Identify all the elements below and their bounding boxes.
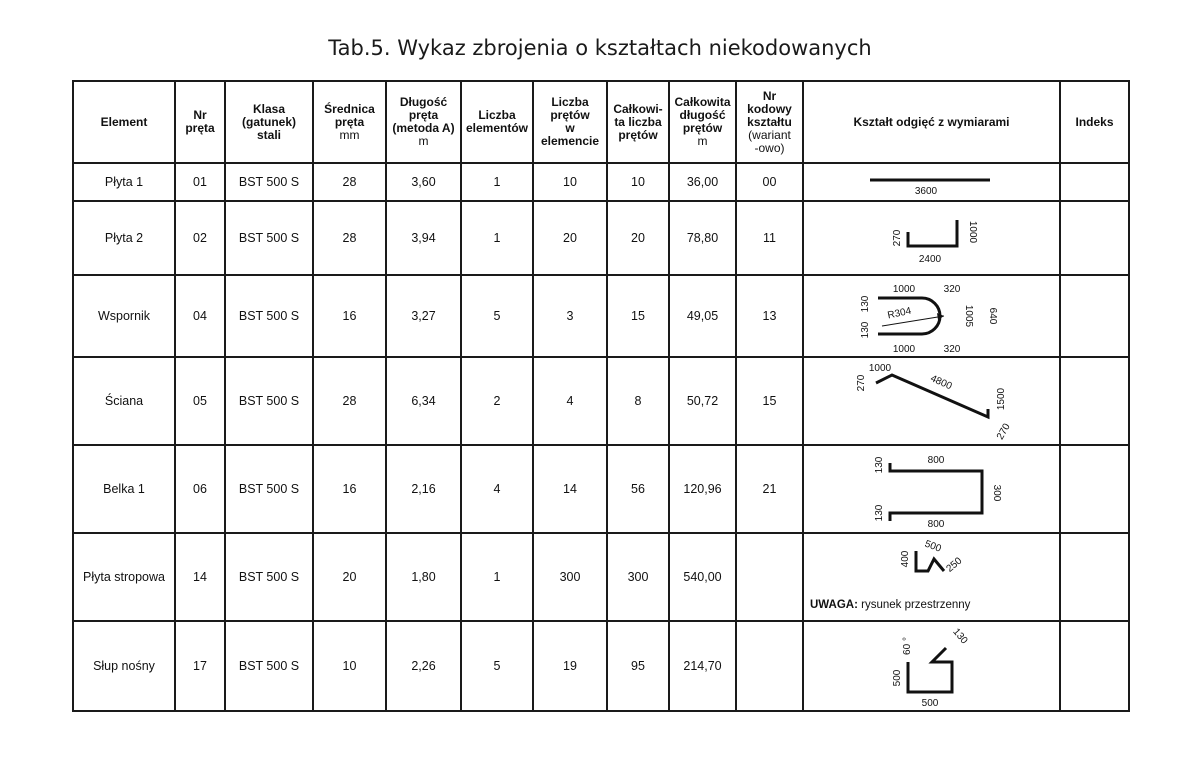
shape-c-bar — [804, 447, 1061, 531]
dim-bottom: 500 — [921, 698, 939, 709]
cell-kod — [736, 621, 803, 711]
cell-shape — [803, 201, 1060, 275]
cell-liczba-el: 2 — [461, 357, 533, 445]
dim-bottom: 800 — [927, 519, 945, 530]
cell-calk-dl: 50,72 — [669, 357, 736, 445]
cell-shape — [803, 163, 1060, 201]
cell-liczba-pr: 14 — [533, 445, 607, 533]
dim-bottom: 1000 — [892, 344, 916, 355]
cell-srednica: 28 — [313, 163, 386, 201]
cell-nr: 02 — [175, 201, 225, 275]
dim-diagonal: 4800 — [928, 373, 954, 393]
dim-hook: 130 — [950, 626, 970, 647]
cell-indeks — [1060, 533, 1129, 621]
header-row — [73, 81, 1129, 163]
col-dlugosc: Długość pręta (metoda A) m — [386, 81, 461, 163]
dim-inner: 1005 — [963, 304, 974, 328]
cell-klasa: BST 500 S — [225, 533, 313, 621]
col-indeks: Indeks — [1060, 81, 1129, 163]
dim-angle: 60 ° — [902, 637, 913, 655]
cell-srednica: 16 — [313, 445, 386, 533]
dim-left-bottom: 130 — [860, 321, 871, 339]
table-row — [73, 357, 1129, 445]
cell-klasa: BST 500 S — [225, 621, 313, 711]
cell-shape — [803, 621, 1060, 711]
cell-calk-dl: 36,00 — [669, 163, 736, 201]
cell-element: Słup nośny — [73, 621, 175, 711]
cell-liczba-el: 1 — [461, 163, 533, 201]
cell-liczba-pr: 300 — [533, 533, 607, 621]
cell-kod: 11 — [736, 201, 803, 275]
cell-calk-dl: 214,70 — [669, 621, 736, 711]
cell-liczba-el: 4 — [461, 445, 533, 533]
shape-hairpin-bar — [804, 276, 1061, 356]
cell-kod: 15 — [736, 357, 803, 445]
dim-right: 250 — [944, 555, 965, 575]
col-nr: Nr pręta — [175, 81, 225, 163]
cell-element: Ściana — [73, 357, 175, 445]
cell-dlugosc: 3,94 — [386, 201, 461, 275]
cell-liczba-el: 1 — [461, 533, 533, 621]
dim-right: 1500 — [996, 387, 1007, 411]
dim-left-top: 130 — [860, 295, 871, 313]
cell-calk-dl: 540,00 — [669, 533, 736, 621]
cell-calk-liczba: 56 — [607, 445, 669, 533]
cell-liczba-el: 5 — [461, 621, 533, 711]
cell-indeks — [1060, 201, 1129, 275]
cell-dlugosc: 1,80 — [386, 533, 461, 621]
shape-u-bar — [804, 202, 1061, 274]
col-liczba-pretow: Liczba prętów w elemencie — [533, 81, 607, 163]
col-srednica: Średnica pręta mm — [313, 81, 386, 163]
cell-liczba-pr: 3 — [533, 275, 607, 357]
cell-shape — [803, 445, 1060, 533]
cell-klasa: BST 500 S — [225, 357, 313, 445]
col-kod-ksztaltu: Nr kodowy kształtu (wariant -owo) — [736, 81, 803, 163]
cell-liczba-pr: 10 — [533, 163, 607, 201]
dim-bottom-right: 320 — [943, 344, 961, 355]
cell-klasa: BST 500 S — [225, 163, 313, 201]
shape-spatial-bar — [804, 535, 1061, 599]
cell-klasa: BST 500 S — [225, 445, 313, 533]
cell-klasa: BST 500 S — [225, 275, 313, 357]
col-ksztalt: Kształt odgięć z wymiarami — [803, 81, 1060, 163]
table-row — [73, 621, 1129, 711]
cell-calk-liczba: 8 — [607, 357, 669, 445]
dim-left-bottom: 130 — [874, 504, 885, 522]
cell-indeks — [1060, 621, 1129, 711]
table-row — [73, 201, 1129, 275]
dim-left: 400 — [900, 550, 911, 568]
dim-top: 800 — [927, 455, 945, 466]
cell-kod: 21 — [736, 445, 803, 533]
cell-kod: 13 — [736, 275, 803, 357]
dim-bottom: 2400 — [918, 254, 942, 265]
cell-calk-liczba: 95 — [607, 621, 669, 711]
cell-calk-liczba: 20 — [607, 201, 669, 275]
cell-shape — [803, 275, 1060, 357]
cell-calk-liczba: 15 — [607, 275, 669, 357]
cell-nr: 01 — [175, 163, 225, 201]
table-row — [73, 275, 1129, 357]
cell-srednica: 16 — [313, 275, 386, 357]
dim-top: 1000 — [868, 363, 892, 374]
dim-right: 300 — [991, 484, 1002, 502]
col-element: Element — [73, 81, 175, 163]
cell-indeks — [1060, 357, 1129, 445]
cell-element: Płyta stropowa — [73, 533, 175, 621]
cell-shape — [803, 533, 1060, 621]
cell-dlugosc: 3,60 — [386, 163, 461, 201]
cell-indeks — [1060, 445, 1129, 533]
dim-left: 270 — [856, 374, 867, 392]
cell-calk-dl: 78,80 — [669, 201, 736, 275]
dim-left: 270 — [892, 229, 903, 247]
cell-dlugosc: 2,26 — [386, 621, 461, 711]
shape-spatial-wrapper — [804, 535, 1061, 619]
col-liczba-elementow: Liczba elementów — [461, 81, 533, 163]
col-klasa: Klasa (gatunek) stali — [225, 81, 313, 163]
cell-srednica: 20 — [313, 533, 386, 621]
shape-hook-bar — [804, 622, 1061, 710]
cell-nr: 04 — [175, 275, 225, 357]
cell-nr: 14 — [175, 533, 225, 621]
cell-nr: 17 — [175, 621, 225, 711]
cell-dlugosc: 2,16 — [386, 445, 461, 533]
spatial-note: UWAGA: rysunek przestrzenny — [810, 599, 971, 611]
cell-liczba-pr: 20 — [533, 201, 607, 275]
cell-liczba-pr: 4 — [533, 357, 607, 445]
cell-indeks — [1060, 163, 1129, 201]
dim-top: 1000 — [892, 284, 916, 295]
cell-element: Płyta 1 — [73, 163, 175, 201]
cell-calk-dl: 120,96 — [669, 445, 736, 533]
cell-srednica: 28 — [313, 357, 386, 445]
dim-top-right: 320 — [943, 284, 961, 295]
dim-length: 3600 — [914, 186, 938, 197]
table-row — [73, 445, 1129, 533]
cell-calk-liczba: 10 — [607, 163, 669, 201]
cell-element: Wspornik — [73, 275, 175, 357]
page-title: Tab.5. Wykaz zbrojenia o kształtach niekodowanych — [328, 36, 872, 60]
cell-kod — [736, 533, 803, 621]
cell-element: Płyta 2 — [73, 201, 175, 275]
cell-liczba-pr: 19 — [533, 621, 607, 711]
col-calkowita-liczba: Całkowi- ta liczba prętów — [607, 81, 669, 163]
dim-right: 1000 — [967, 220, 978, 244]
cell-liczba-el: 5 — [461, 275, 533, 357]
shape-straight-bar — [804, 164, 1061, 200]
dim-outer: 640 — [987, 307, 998, 325]
cell-indeks — [1060, 275, 1129, 357]
cell-nr: 05 — [175, 357, 225, 445]
cell-dlugosc: 6,34 — [386, 357, 461, 445]
dim-end: 270 — [994, 421, 1013, 442]
dim-radius: R304 — [886, 305, 913, 322]
cell-nr: 06 — [175, 445, 225, 533]
cell-calk-liczba: 300 — [607, 533, 669, 621]
shape-diagonal-bar — [804, 359, 1061, 443]
cell-element: Belka 1 — [73, 445, 175, 533]
dim-left: 500 — [892, 669, 903, 687]
table-row — [73, 163, 1129, 201]
col-calkowita-dlugosc: Całkowita długość prętów m — [669, 81, 736, 163]
cell-dlugosc: 3,27 — [386, 275, 461, 357]
cell-liczba-el: 1 — [461, 201, 533, 275]
rebar-schedule-table — [72, 80, 1130, 712]
table-row — [73, 533, 1129, 621]
cell-calk-dl: 49,05 — [669, 275, 736, 357]
dim-top: 500 — [923, 538, 943, 555]
dim-left-top: 130 — [874, 456, 885, 474]
cell-kod: 00 — [736, 163, 803, 201]
cell-shape — [803, 357, 1060, 445]
cell-klasa: BST 500 S — [225, 201, 313, 275]
cell-srednica: 28 — [313, 201, 386, 275]
cell-srednica: 10 — [313, 621, 386, 711]
